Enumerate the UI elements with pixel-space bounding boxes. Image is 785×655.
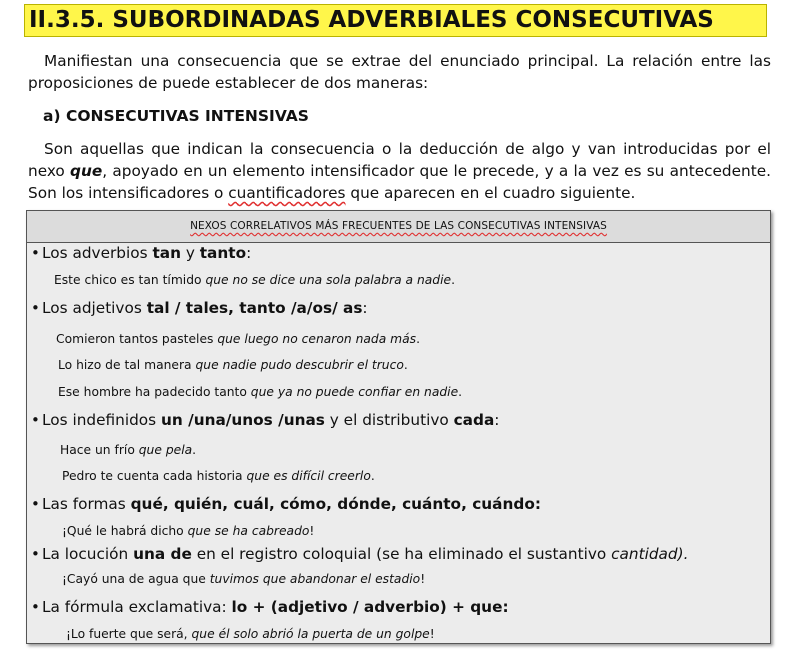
list-item: • Los adjetivos tal / tales, tanto /a/os/ as: — [31, 299, 368, 317]
bullet-icon: • — [31, 299, 40, 317]
bullet-icon: • — [31, 244, 40, 262]
paragraph-text: , apoyado en un elemento intensificador que le precede, y a la vez es su antecedente. Son los intensificadores o — [28, 162, 772, 202]
list-item: • Los indefinidos un /una/unos /unas y el distributivo cada: — [31, 411, 500, 429]
list-item: • La fórmula exclamativa: lo + (adjetivo / adverbio) + que: — [31, 598, 509, 616]
example-line: ¡Qué le habrá dicho que se ha cabreado! — [62, 524, 315, 538]
section-heading: a) CONSECUTIVAS INTENSIVAS — [43, 107, 309, 125]
section-paragraph — [28, 138, 771, 204]
page-title: II.3.5. SUBORDINADAS ADVERBIALES CONSECUTIVAS — [24, 4, 767, 37]
example-line: Hace un frío que pela. — [60, 443, 197, 457]
bullet-icon: • — [31, 545, 40, 563]
intro-paragraph: Manifiestan una consecuencia que se extrae del enunciado principal. La relación entre las proposiciones de puede establecer de dos maneras: — [28, 52, 771, 92]
example-line: Lo hizo de tal manera que nadie pudo descubrir el truco. — [58, 358, 408, 372]
paragraph-text: Son aquellas que indican la consecuencia o la deducción de algo y van introducidas por el nexo — [28, 140, 771, 180]
example-line: Comieron tantos pasteles que luego no cenaron nada más. — [56, 332, 420, 346]
paragraph-text: que aparecen en el cuadro siguiente. — [345, 184, 636, 202]
example-line: Ese hombre ha padecido tanto que ya no puede confiar en nadie. — [58, 385, 463, 399]
bullet-icon: • — [31, 411, 40, 429]
example-line: ¡Lo fuerte que será, que él solo abrió la puerta de un golpe! — [66, 627, 435, 641]
nexos-table — [26, 210, 771, 644]
spellcheck-word: cuantificadores — [228, 184, 346, 202]
list-item: • Las formas qué, quién, cuál, cómo, dónde, cuánto, cuándo: — [31, 495, 541, 513]
example-line: Pedro te cuenta cada historia que es difícil creerlo. — [62, 469, 375, 483]
bullet-icon: • — [31, 495, 40, 513]
table-header: NEXOS CORRELATIVOS MÁS FRECUENTES DE LAS CONSECUTIVAS INTENSIVAS — [27, 211, 770, 243]
list-item: • Los adverbios tan y tanto: — [31, 244, 252, 262]
example-line: ¡Cayó una de agua que tuvimos que abandonar el estadio! — [62, 572, 426, 586]
nexo-que: que — [70, 162, 103, 180]
bullet-icon: • — [31, 598, 40, 616]
example-line: Este chico es tan tímido que no se dice una sola palabra a nadie. — [54, 273, 455, 287]
list-item: • La locución una de en el registro coloquial (se ha eliminado el sustantivo cantidad). — [31, 545, 689, 563]
